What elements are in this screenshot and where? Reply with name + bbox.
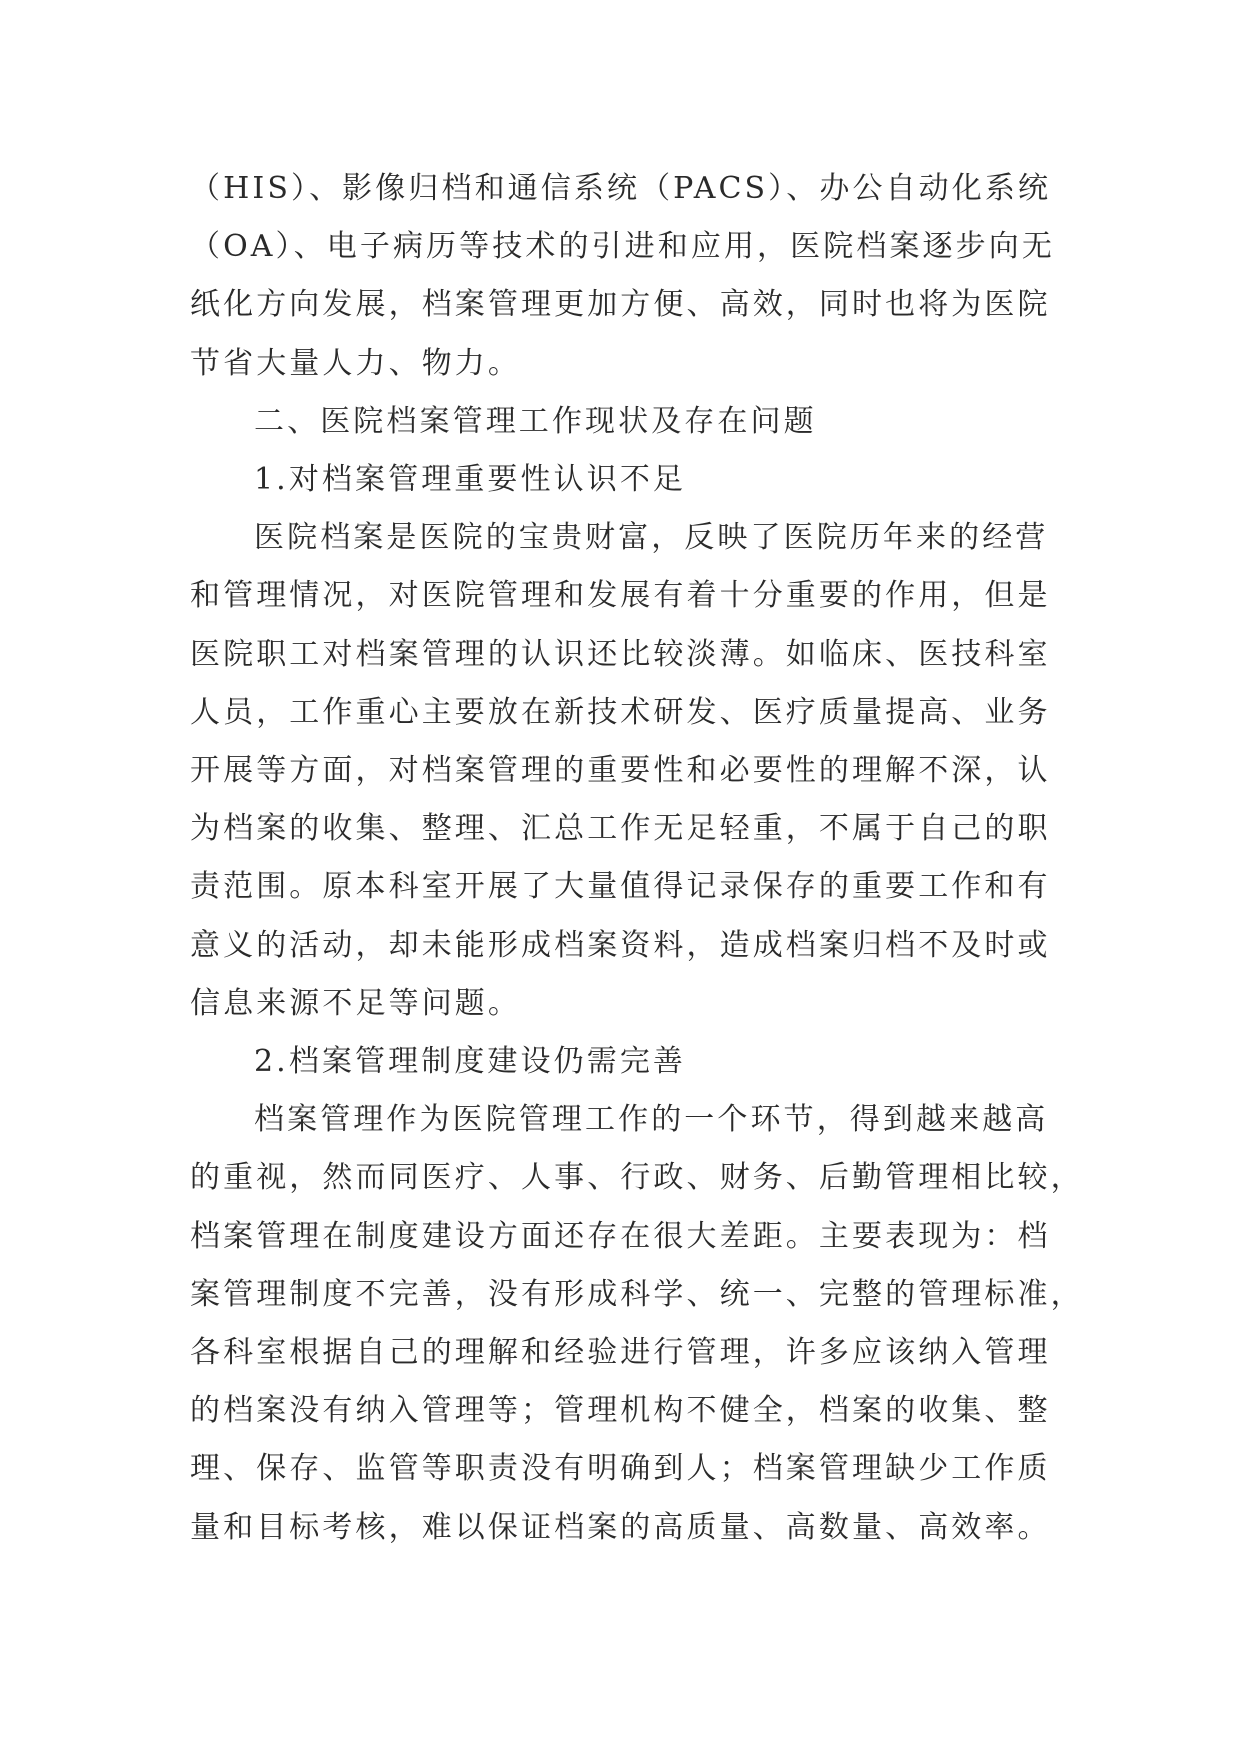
text-line: （OA）、电子病历等技术的引进和应用，医院档案逐步向无 [190, 229, 1055, 265]
subsection-heading-text: 1.对档案管理重要性认识不足 [254, 462, 687, 498]
text-line: 量和目标考核，难以保证档案的高质量、高数量、高效率。 [190, 1509, 1051, 1545]
paragraph-system-building [190, 1091, 1084, 1557]
subsection-heading-text: 2.档案管理制度建设仍需完善 [254, 1044, 687, 1080]
text-line: 档案管理作为医院管理工作的一个环节，得到越来越高 [254, 1102, 1049, 1138]
text-line: 档案管理在制度建设方面还存在很大差距。主要表现为：档 [190, 1218, 1051, 1254]
text-line: 人员，工作重心主要放在新技术研发、医疗质量提高、业务 [190, 694, 1051, 730]
text-line: 意义的活动，却未能形成档案资料，造成档案归档不及时或 [190, 927, 1051, 963]
text-line: 责范围。原本科室开展了大量值得记录保存的重要工作和有 [190, 869, 1051, 905]
text-line: 信息来源不足等问题。 [190, 985, 521, 1021]
text-line: 案管理制度不完善，没有形成科学、统一、完整的管理标准， [190, 1276, 1084, 1312]
subsection-heading-2 [190, 1033, 1060, 1091]
text-line: 医院档案是医院的宝贵财富，反映了医院历年来的经营 [254, 520, 1049, 556]
text-line: 各科室根据自己的理解和经验进行管理，许多应该纳入管理 [190, 1335, 1051, 1371]
text-line: 医院职工对档案管理的认识还比较淡薄。如临床、医技科室 [190, 636, 1051, 672]
text-line: 纸化方向发展，档案管理更加方便、高效，同时也将为医院 [190, 287, 1051, 323]
text-line: 节省大量人力、物力。 [190, 345, 521, 381]
section-heading-text: 二、医院档案管理工作现状及存在问题 [254, 403, 817, 439]
document-body [190, 160, 1084, 1557]
text-line: 开展等方面，对档案管理的重要性和必要性的理解不深，认 [190, 753, 1051, 789]
text-line: 的重视，然而同医疗、人事、行政、财务、后勤管理相比较， [190, 1160, 1084, 1196]
text-line: 为档案的收集、整理、汇总工作无足轻重，不属于自己的职 [190, 811, 1051, 847]
text-line: 和管理情况，对医院管理和发展有着十分重要的作用，但是 [190, 578, 1051, 614]
paragraph-awareness [190, 509, 1060, 1033]
text-line: 的档案没有纳入管理等；管理机构不健全，档案的收集、整 [190, 1393, 1051, 1429]
text-line: （HIS）、影像归档和通信系统（PACS）、办公自动化系统 [190, 171, 1052, 206]
section-heading [190, 393, 1060, 451]
text-line: 理、保存、监管等职责没有明确到人；档案管理缺少工作质 [190, 1451, 1051, 1487]
subsection-heading-1 [190, 451, 1060, 509]
paragraph-intro-continued [190, 160, 1060, 393]
